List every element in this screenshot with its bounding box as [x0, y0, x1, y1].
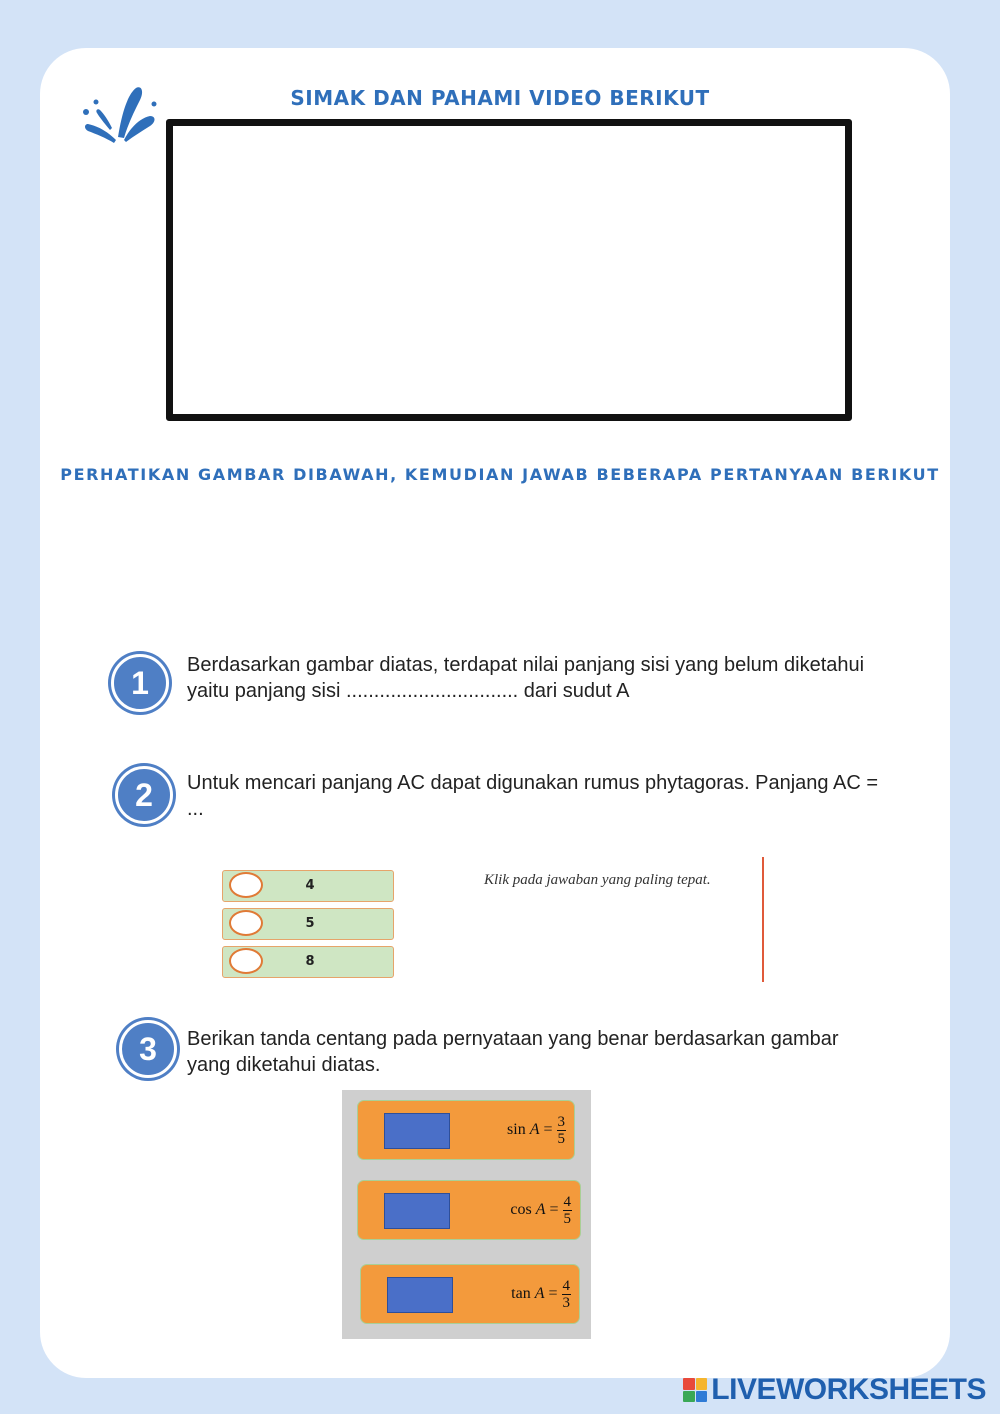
trig-formula	[507, 1101, 566, 1159]
brand-name: LIVEWORKSHEETS	[711, 1373, 986, 1406]
radio-button[interactable]	[229, 910, 263, 936]
liveworksheets-logo-icon	[683, 1378, 707, 1402]
trig-formula	[510, 1181, 572, 1239]
equals-sign: =	[548, 1285, 558, 1302]
answer-option[interactable]	[222, 870, 394, 902]
denominator: 5	[563, 1210, 571, 1227]
question-number-badge: 1	[111, 654, 169, 712]
logo-tile	[696, 1378, 708, 1390]
radio-button[interactable]	[229, 948, 263, 974]
trig-formula	[511, 1265, 571, 1323]
logo-tile	[683, 1378, 695, 1390]
denominator: 5	[557, 1130, 565, 1147]
video-player-frame[interactable]	[166, 119, 852, 421]
answer-option[interactable]	[222, 908, 394, 940]
equals-sign: =	[549, 1201, 559, 1218]
question-number-badge: 2	[115, 766, 173, 824]
question-2-text: Untuk mencari panjang AC dapat digunakan rumus phytagoras. Panjang AC = ...	[187, 772, 878, 820]
equals-sign: =	[543, 1121, 553, 1138]
logo-tile	[696, 1391, 708, 1403]
liveworksheets-brand	[683, 1372, 986, 1408]
question-number-badge: 3	[119, 1020, 177, 1078]
checkbox[interactable]	[384, 1113, 450, 1149]
divider-line	[762, 857, 764, 982]
numerator: 4	[562, 1277, 570, 1294]
angle-variable: A	[535, 1201, 546, 1218]
video-title: SIMAK DAN PAHAMI VIDEO BERIKUT	[290, 86, 710, 110]
numerator: 4	[563, 1193, 571, 1210]
answer-option[interactable]	[222, 946, 394, 978]
instruction-heading: PERHATIKAN GAMBAR DIBAWAH, KEMUDIAN JAWAB BEBERAPA PERTANYAAN BERIKUT	[60, 465, 940, 484]
trig-function: sin	[507, 1121, 526, 1138]
answer-hint: Klik pada jawaban yang paling tepat.	[484, 872, 711, 888]
statement-card	[357, 1180, 581, 1240]
statement-panel	[342, 1090, 591, 1339]
numerator: 3	[557, 1113, 565, 1130]
answer-option-label: 4	[305, 878, 315, 893]
radio-button[interactable]	[229, 872, 263, 898]
logo-tile	[683, 1391, 695, 1403]
answer-option-label: 8	[305, 954, 315, 969]
checkbox[interactable]	[387, 1277, 453, 1313]
fraction	[562, 1278, 572, 1311]
denominator: 3	[562, 1294, 570, 1311]
statement-card	[357, 1100, 575, 1160]
angle-variable: A	[534, 1285, 545, 1302]
answer-option-label: 5	[305, 916, 315, 931]
angle-variable: A	[529, 1121, 540, 1138]
trig-function: cos	[510, 1201, 532, 1218]
fraction	[563, 1194, 573, 1227]
question-1-text: Berdasarkan gambar diatas, terdapat nilai panjang sisi yang belum diketahui yaitu panjang sisi ............................... dari sudut A	[187, 654, 865, 702]
statement-card	[360, 1264, 580, 1324]
question-3-text: Berikan tanda centang pada pernyataan yang benar berdasarkan gambar yang diketahui diatas.	[187, 1028, 839, 1076]
trig-function: tan	[511, 1285, 531, 1302]
fraction	[557, 1114, 567, 1147]
checkbox[interactable]	[384, 1193, 450, 1229]
